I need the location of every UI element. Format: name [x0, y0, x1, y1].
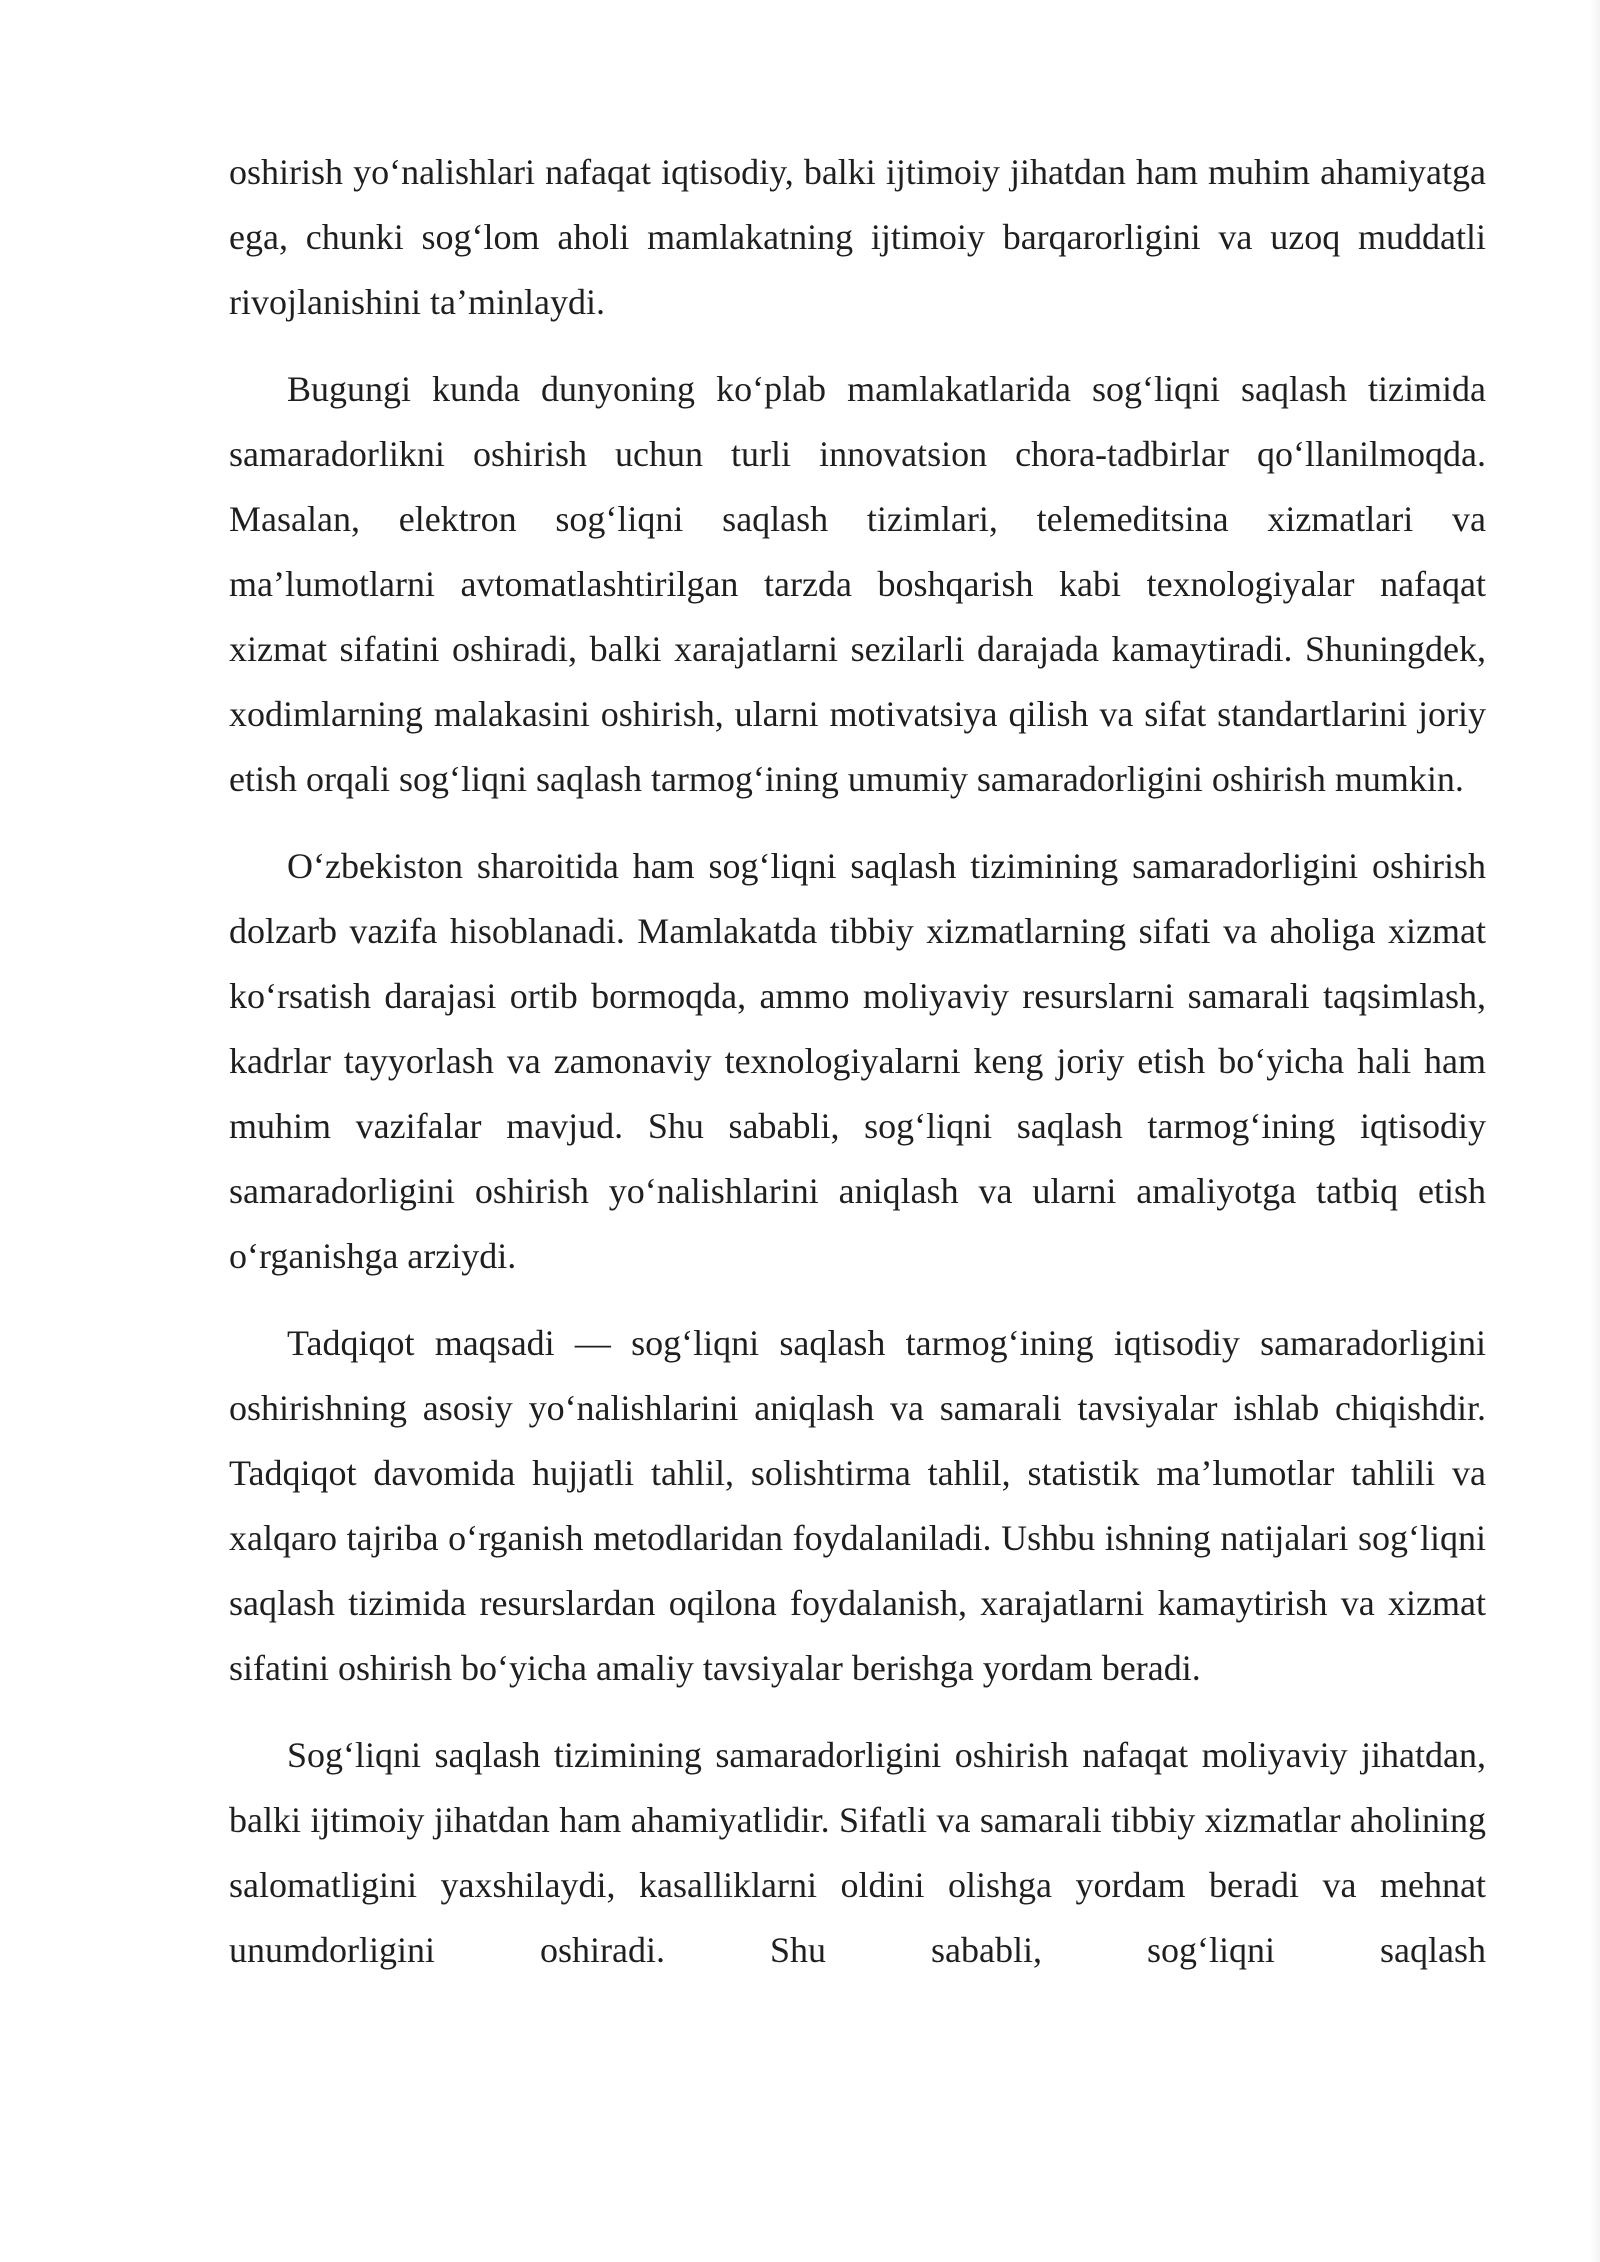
body-text	[229, 140, 1486, 2005]
paragraph-innovations: Bugungi kunda dunyoning ko‘plab mamlakatlarida sog‘liqni saqlash tizimida samaradorlikni oshirish uchun turli innovatsion chora-tadbirlar qo‘llanilmoqda. Masalan, elektron sog‘liqni saqlash tizimlari, telemeditsina xizmatlari va ma’lumotlarni avtomatlashtirilgan tarzda boshqarish kabi texnologiyalar nafaqat xizmat sifatini oshiradi, balki xarajatlarni sezilarli darajada kamaytiradi. Shuningdek, xodimlarning malakasini oshirish, ularni motivatsiya qilish va sifat standartlarini joriy etish orqali sog‘liqni saqlash tarmog‘ining umumiy samaradorligini oshirish mumkin.	[229, 369, 1486, 799]
paragraph-uzbekistan: O‘zbekiston sharoitida ham sog‘liqni saqlash tizimining samaradorligini oshirish dolzarb vazifa hisoblanadi. Mamlakatda tibbiy xizmatlarning sifati va aholiga xizmat ko‘rsatish darajasi ortib bormoqda, ammo moliyaviy resurslarni samarali taqsimlash, kadrlar tayyorlash va zamonaviy texnologiyalarni keng joriy etish bo‘yicha hali ham muhim vazifalar mavjud. Shu sababli, sog‘liqni saqlash tarmog‘ining iqtisodiy samaradorligini oshirish yo‘nalishlarini aniqlash va ularni amaliyotga tatbiq etish o‘rganishga arziydi.	[229, 846, 1486, 1276]
paragraph-continuation: oshirish yo‘nalishlari nafaqat iqtisodiy, balki ijtimoiy jihatdan ham muhim ahamiyatga ega, chunki sog‘lom aholi mamlakatning ijtimoiy barqarorligini va uzoq muddatli rivojlanishini ta’minlaydi.	[229, 152, 1486, 322]
page-edge-shadow	[1590, 0, 1600, 2262]
paragraph-social-importance: Sog‘liqni saqlash tizimining samaradorligini oshirish nafaqat moliyaviy jihatdan, balki ijtimoiy jihatdan ham ahamiyatlidir. Sifatli va samarali tibbiy xizmatlar aholining salomatligini yaxshilaydi, kasalliklarni oldini olishga yordam beradi va mehnat unumdorligini oshiradi. Shu sababli, sog‘liqni saqlash	[229, 1735, 1486, 1970]
paragraph-research-goal: Tadqiqot maqsadi — sog‘liqni saqlash tarmog‘ining iqtisodiy samaradorligini oshirishning asosiy yo‘nalishlarini aniqlash va samarali tavsiyalar ishlab chiqishdir. Tadqiqot davomida hujjatli tahlil, solishtirma tahlil, statistik ma’lumotlar tahlili va xalqaro tajriba o‘rganish metodlaridan foydalaniladi. Ushbu ishning natijalari sog‘liqni saqlash tizimida resurslardan oqilona foydalanish, xarajatlarni kamaytirish va xizmat sifatini oshirish bo‘yicha amaliy tavsiyalar berishga yordam beradi.	[229, 1323, 1486, 1688]
